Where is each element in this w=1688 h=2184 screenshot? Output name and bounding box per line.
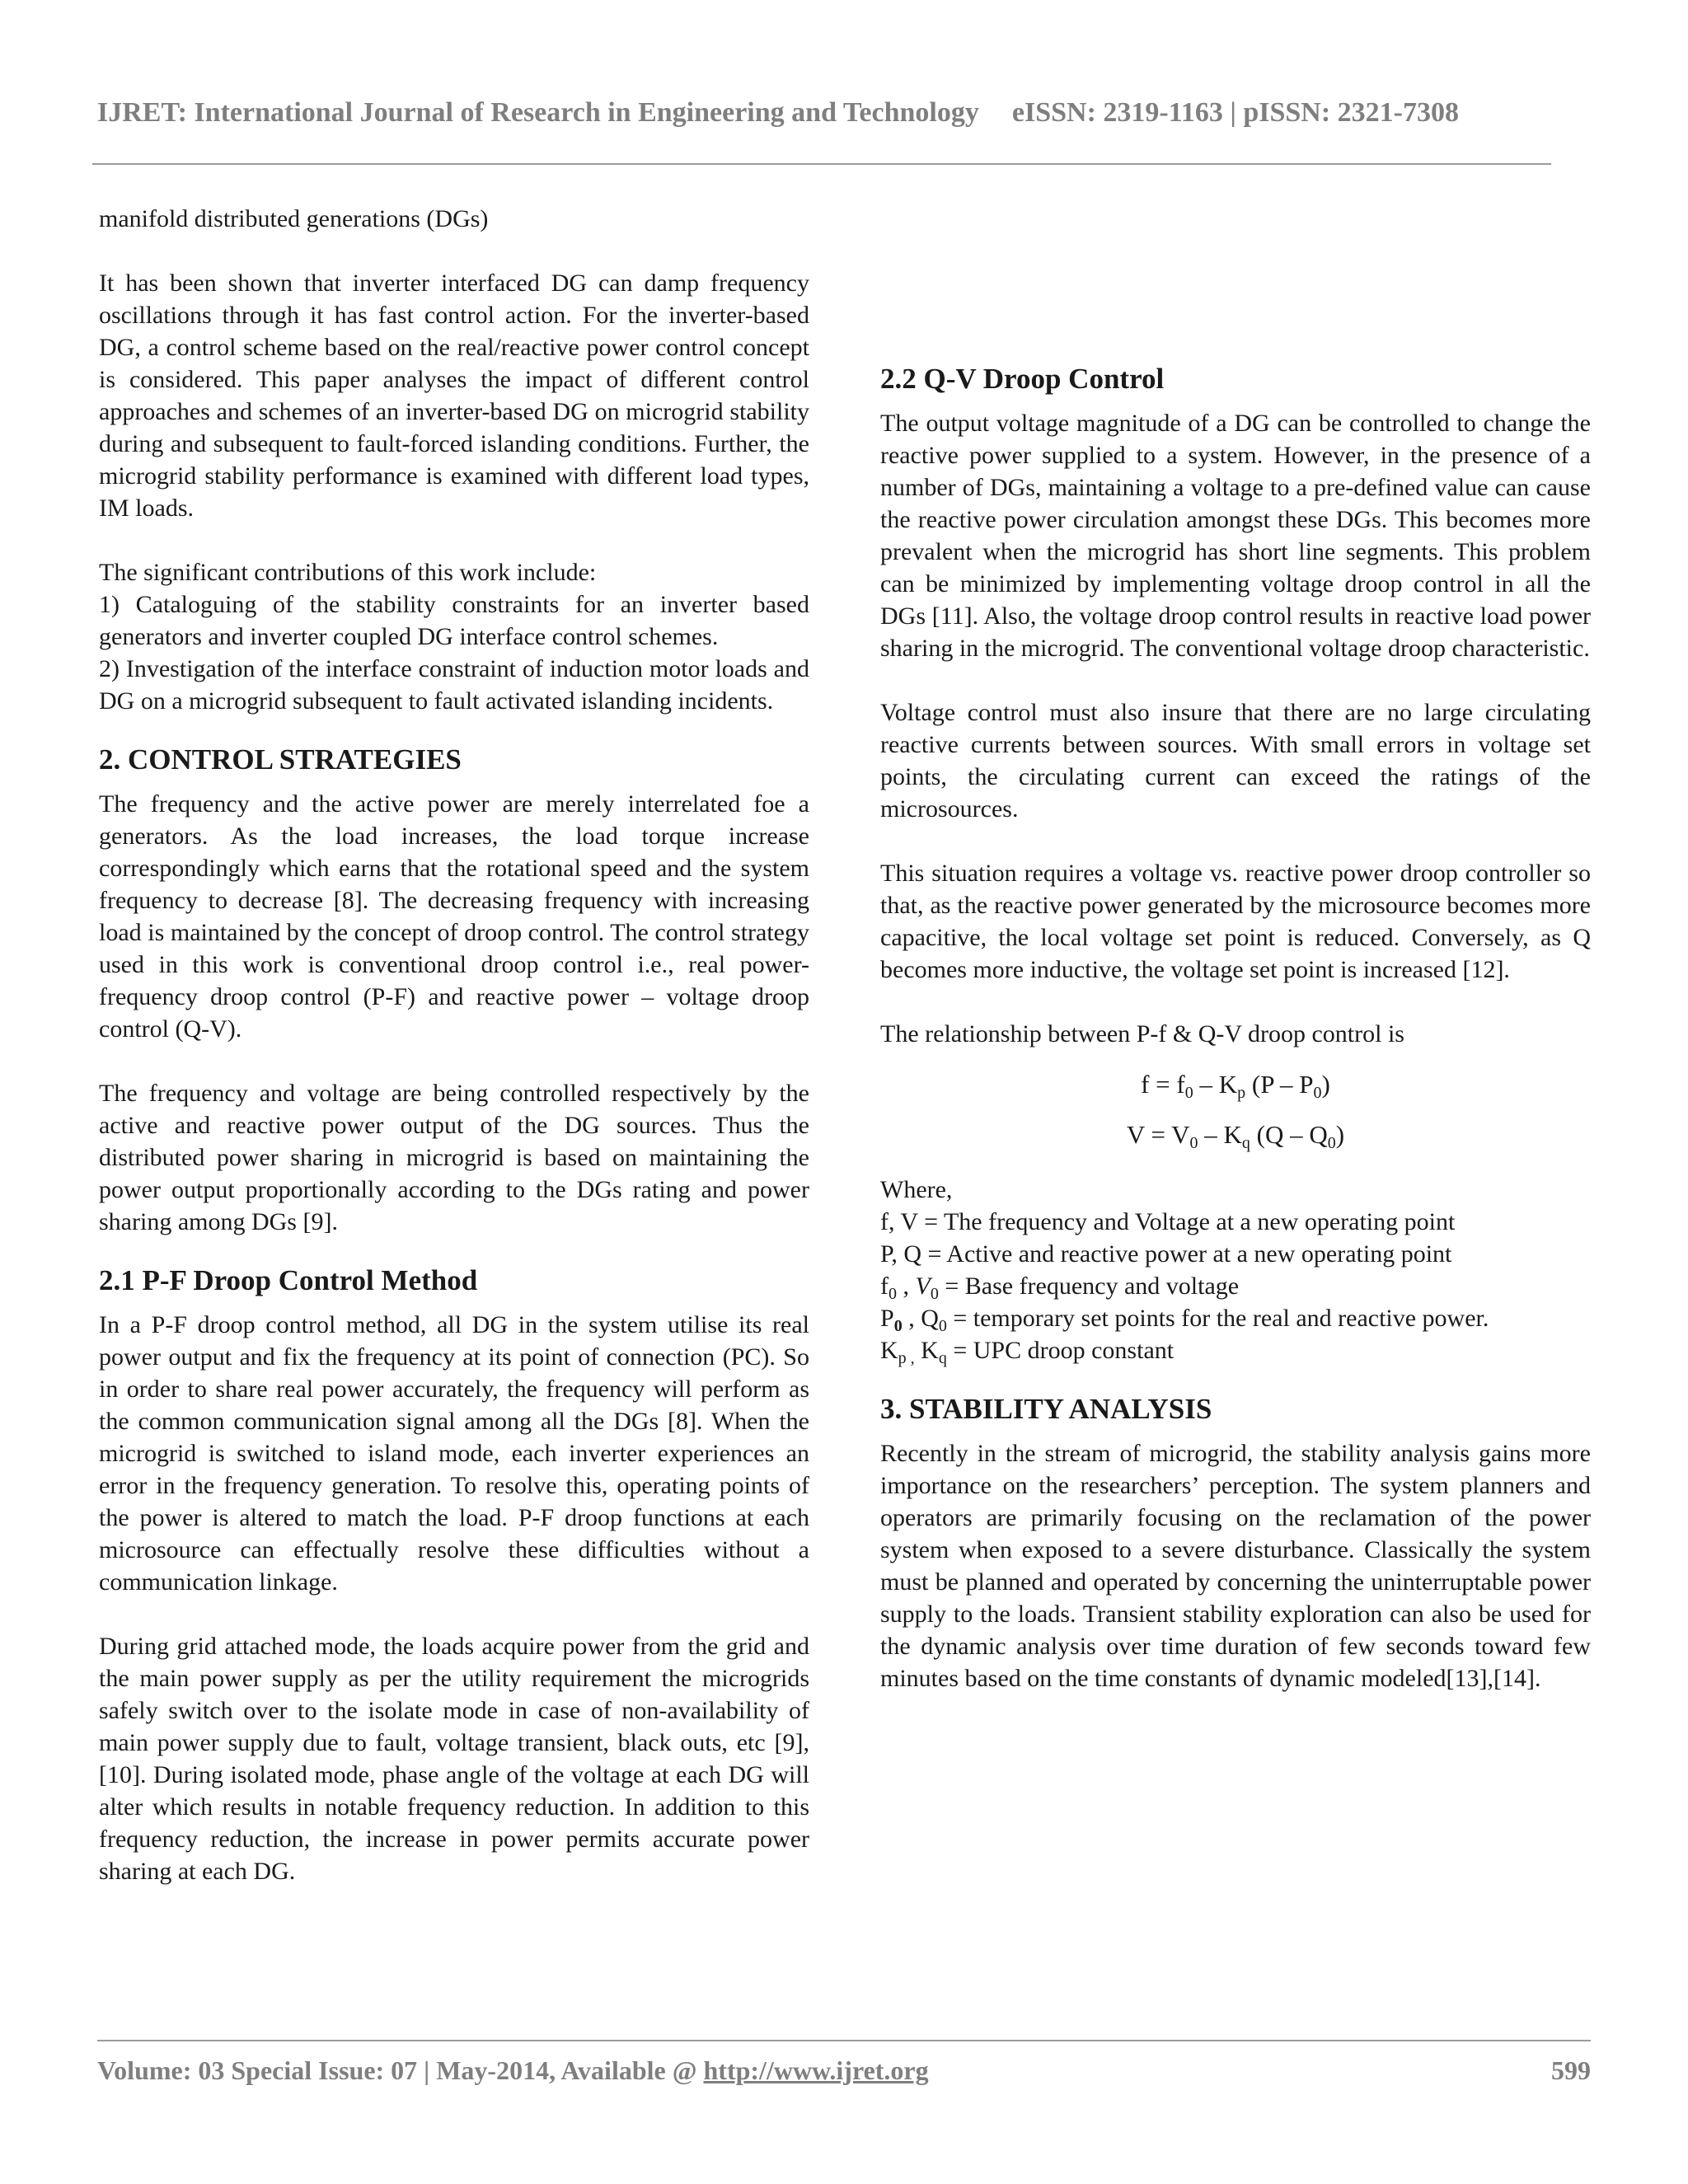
page-number: 599 [1551, 2055, 1591, 2085]
list-item: 2) Investigation of the interface constraint of induction motor loads and DG on a microgrid subsequent to fault activated islanding incidents. [99, 655, 809, 715]
paragraph: During grid attached mode, the loads acquire power from the grid and the main power supply as per the utility requirement the microgrids safely switch over to the isolate mode in case of non-availability of main power supply due to fault, voltage transient, black outs, etc [9],[10]. During isolated mode, phase angle of the voltage at each DG will alter which results in notable frequency reduction. In addition to this frequency reduction, the increase in power permits accurate power sharing at each DG. [99, 1633, 809, 1885]
definition: $P_0$ , $Q_0$ = temporary set points for the real and reactive power. [880, 1305, 1489, 1335]
paragraph: It has been shown that inverter interfaced DG can damp frequency oscillations through it has fast control action. For the inverter-based DG, a control scheme based on the real/reactive power control concept is considered. This paper analyses the impact of different control approaches and schemes of an inverter-based DG on microgrid stability during and subsequent to fault-forced islanding conditions. Further, the microgrid stability performance is examined with different load types, IM loads. [99, 269, 809, 522]
equation-voltage: $V = V_0 - K_q$ $(Q - Q_0)$ [1126, 1120, 1345, 1152]
paragraph: The relationship between P-f & Q-V droop control is [880, 1020, 1404, 1047]
definition: f, V = The frequency and Voltage at a new operating point [880, 1208, 1456, 1235]
subsection-heading: 2.2 Q-V Droop Control [880, 363, 1165, 395]
paragraph: Recently in the stream of microgrid, the stability analysis gains more importance on the researchers’ perception. The system planners and operators are primarily focusing on the reclamation of the power system when exposed to a severe disturbance. Classically the system must be planned and operated by concerning the uninterruptable power supply to the loads. Transient stability exploration can also be used for the dynamic analysis over time duration of few seconds toward few minutes based on the time constants of dynamic modeled[13],[14]. [880, 1440, 1591, 1692]
paragraph: The output voltage magnitude of a DG can be controlled to change the reactive power supplied to a system. However, in the presence of a number of DGs, maintaining a voltage to a pre-defined value can cause the reactive power circulation amongst these DGs. This becomes more prevalent when the microgrid has short line segments. This problem can be minimized by implementing voltage droop control in all the DGs [11]. Also, the voltage droop control results in reactive load power sharing in the microgrid. The conventional voltage droop characteristic. [880, 410, 1591, 662]
list-item: 1) Cataloguing of the stability constraints for an inverter based generators and inverter coupled DG interface control schemes. [99, 591, 809, 650]
header-rule [92, 163, 1551, 165]
paragraph: This situation requires a voltage vs. reactive power droop controller so that, as the reactive power generated by the microsource becomes more capacitive, the local voltage set point is reduced. Conversely, as Q becomes more inductive, the voltage set point is increased [12]. [880, 860, 1591, 983]
journal-link[interactable]: http://www.ijret.org [703, 2055, 929, 2085]
section-heading: 3. STABILITY ANALYSIS [880, 1393, 1212, 1425]
right-column [880, 361, 1591, 1694]
footer-rule [97, 2040, 1591, 2041]
subsection-heading: 2.1 P-F Droop Control Method [99, 1264, 478, 1296]
journal-title: IJRET: International Journal of Research in Engineering and Technology [97, 97, 979, 128]
paragraph: The significant contributions of this work include: [99, 559, 597, 586]
paragraph: manifold distributed generations (DGs) [99, 205, 489, 232]
page-header [97, 97, 1548, 129]
footer-volume: Volume: 03 Special Issue: 07 | May-2014, Available @ [97, 2055, 704, 2085]
journal-issn: eISSN: 2319-1163 | pISSN: 2321-7308 [1011, 97, 1459, 128]
definition: $f_0$ , $V_0$ = Base frequency and voltage [880, 1272, 1240, 1303]
section-heading: 2. CONTROL STRATEGIES [99, 743, 462, 776]
paragraph: In a P-F droop control method, all DG in the system utilise its real power output and fix the frequency at its point of connection (PC). So in order to share real power accurately, the frequency will perform as the common communication signal among all the DGs [8]. When the microgrid is switched to island mode, each inverter experiences an error in the frequency generation. To resolve this, operating points of the power is altered to match the load. P-F droop functions at each microsource can effectually resolve these difficulties without a communication linkage. [99, 1311, 809, 1596]
page-footer [97, 2055, 1591, 2086]
paragraph: Voltage control must also insure that there are no large circulating reactive currents between sources. With small errors in voltage set points, the circulating current can exceed the ratings of the microsources. [880, 699, 1591, 823]
paragraph: The frequency and voltage are being controlled respectively by the active and reactive power output of the DG sources. Thus the distributed power sharing in microgrid is based on maintaining the power output proportionally according to the DGs rating and power sharing among DGs [9]. [99, 1080, 809, 1235]
where-label: Where, [880, 1176, 953, 1203]
equation-frequency: $f = f_0 - K_p$ $(P - P_0)$ [1141, 1070, 1330, 1102]
left-column [99, 203, 809, 1887]
paragraph: The frequency and the active power are merely interrelated foe a generators. As the load increases, the load torque increase correspondingly which earns that the rotational speed and the system frequency to decrease [8]. The decreasing frequency with increasing load is maintained by the concept of droop control. The control strategy used in this work is conventional droop control i.e., real power- frequency droop control (P-F) and reactive power – voltage droop control (Q-V). [99, 790, 809, 1043]
definition: $K_{p ,}$ $K_q$ = UPC droop constant [880, 1337, 1175, 1367]
definition: P, Q = Active and reactive power at a new operating point [880, 1240, 1452, 1268]
